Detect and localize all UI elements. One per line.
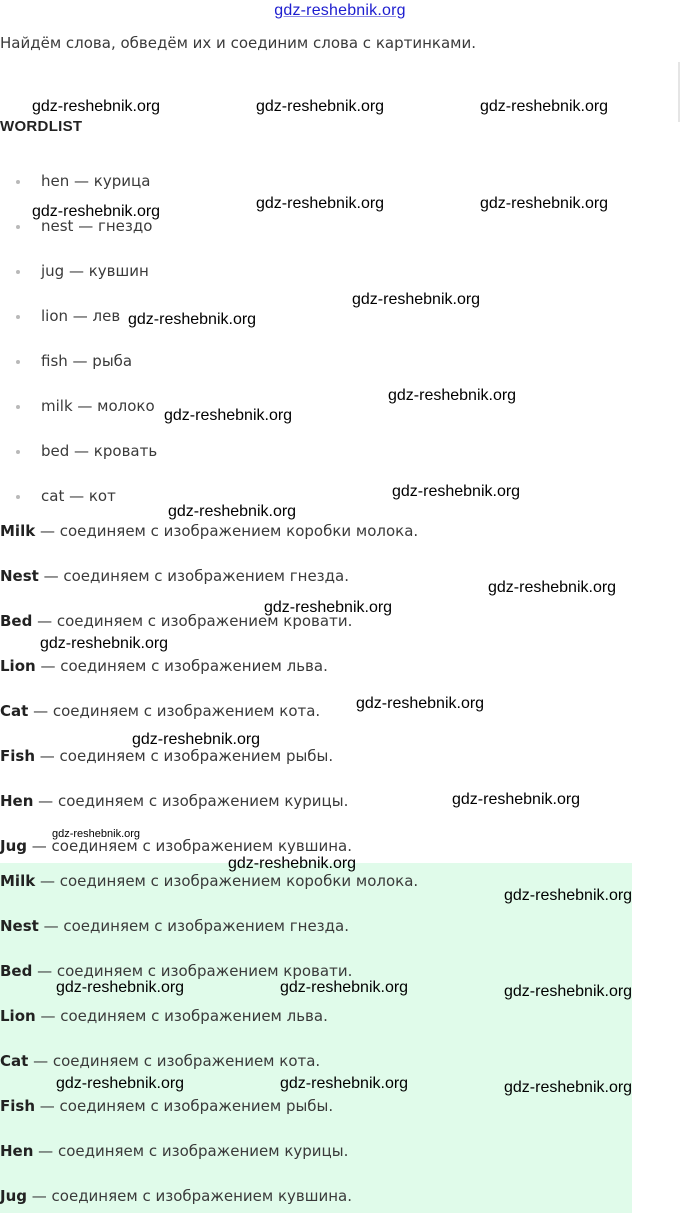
watermark-overlay: gdz-reshebnik.org bbox=[132, 731, 261, 748]
bullet-icon bbox=[16, 315, 20, 319]
wordlist-item bbox=[0, 352, 157, 397]
watermark-overlay: gdz-reshebnik.org bbox=[56, 979, 185, 996]
wordlist-item-text: nest — гнездо bbox=[41, 217, 153, 235]
wordlist-item-text: milk — молоко bbox=[41, 397, 155, 415]
watermark-overlay: gdz-reshebnik.org bbox=[504, 983, 633, 1000]
wordlist-item bbox=[0, 442, 157, 487]
answer-word: Fish bbox=[0, 1097, 35, 1115]
watermark-overlay: gdz-reshebnik.org bbox=[52, 828, 141, 840]
answer-word: Cat bbox=[0, 1052, 29, 1070]
wordlist-item bbox=[0, 217, 157, 262]
answer-word: Hen bbox=[0, 792, 34, 810]
wordlist-item-text: hen — курица bbox=[41, 172, 151, 190]
answer-text: — соединяем с изображением гнезда. bbox=[38, 567, 349, 585]
answer-item bbox=[0, 1187, 632, 1232]
answer-text: — соединяем с изображением рыбы. bbox=[35, 747, 334, 765]
answer-text: — соединяем с изображением кувшина. bbox=[27, 837, 352, 855]
answer-text: — соединяем с изображением льва. bbox=[35, 1007, 328, 1025]
watermark-overlay: gdz-reshebnik.org bbox=[256, 195, 385, 212]
bullet-icon bbox=[16, 270, 20, 274]
watermark-overlay: gdz-reshebnik.org bbox=[356, 695, 485, 712]
wordlist-heading: WORDLIST bbox=[0, 118, 83, 135]
watermark-overlay: gdz-reshebnik.org bbox=[32, 203, 161, 220]
bullet-icon bbox=[16, 405, 20, 409]
answer-text: — соединяем с изображением курицы. bbox=[33, 792, 349, 810]
answer-item bbox=[0, 522, 632, 567]
watermark-overlay: gdz-reshebnik.org bbox=[488, 579, 617, 596]
answer-item bbox=[0, 917, 632, 962]
answer-word: Jug bbox=[0, 837, 27, 855]
answer-word: Lion bbox=[0, 657, 36, 675]
answer-text: — соединяем с изображением кота. bbox=[28, 1052, 321, 1070]
answer-word: Nest bbox=[0, 567, 39, 585]
answer-word: Bed bbox=[0, 612, 33, 630]
site-watermark-header[interactable]: gdz-reshebnik.org bbox=[274, 2, 406, 19]
wordlist-item bbox=[0, 262, 157, 307]
bullet-icon bbox=[16, 360, 20, 364]
wordlist-item-text: jug — кувшин bbox=[41, 262, 149, 280]
watermark-overlay: gdz-reshebnik.org bbox=[128, 311, 257, 328]
answer-item bbox=[0, 1007, 632, 1052]
wordlist-item bbox=[0, 397, 157, 442]
answer-text: — соединяем с изображением коробки молока. bbox=[35, 522, 419, 540]
bullet-icon bbox=[16, 180, 20, 184]
bullet-icon bbox=[16, 450, 20, 454]
watermark-overlay: gdz-reshebnik.org bbox=[32, 98, 161, 115]
answer-word: Fish bbox=[0, 747, 35, 765]
answer-word: Milk bbox=[0, 872, 36, 890]
watermark-overlay: gdz-reshebnik.org bbox=[280, 1075, 409, 1092]
answer-word: Lion bbox=[0, 1007, 36, 1025]
answer-text: — соединяем с изображением рыбы. bbox=[35, 1097, 334, 1115]
watermark-overlay: gdz-reshebnik.org bbox=[164, 407, 293, 424]
bullet-icon bbox=[16, 225, 20, 229]
watermark-overlay: gdz-reshebnik.org bbox=[256, 98, 385, 115]
highlighted-answer-list bbox=[0, 863, 632, 1213]
answer-item bbox=[0, 1097, 632, 1142]
answer-text: — соединяем с изображением кровати. bbox=[32, 962, 353, 980]
watermark-overlay: gdz-reshebnik.org bbox=[264, 599, 393, 616]
bullet-icon bbox=[16, 495, 20, 499]
wordlist-item-text: lion — лев bbox=[41, 307, 121, 325]
answer-word: Hen bbox=[0, 1142, 34, 1160]
answer-text: — соединяем с изображением льва. bbox=[35, 657, 328, 675]
answer-text: — соединяем с изображением гнезда. bbox=[38, 917, 349, 935]
answer-text: — соединяем с изображением кувшина. bbox=[27, 1187, 352, 1205]
watermark-overlay: gdz-reshebnik.org bbox=[480, 195, 609, 212]
watermark-overlay: gdz-reshebnik.org bbox=[56, 1075, 185, 1092]
answer-item bbox=[0, 702, 632, 747]
answer-item bbox=[0, 1142, 632, 1187]
answer-text: — соединяем с изображением курицы. bbox=[33, 1142, 349, 1160]
answer-item bbox=[0, 747, 632, 792]
watermark-overlay: gdz-reshebnik.org bbox=[228, 855, 357, 872]
answer-word: Bed bbox=[0, 962, 33, 980]
wordlist bbox=[0, 172, 157, 532]
watermark-overlay: gdz-reshebnik.org bbox=[40, 635, 169, 652]
answer-text: — соединяем с изображением кота. bbox=[28, 702, 321, 720]
watermark-overlay: gdz-reshebnik.org bbox=[504, 887, 633, 904]
answer-word: Jug bbox=[0, 1187, 27, 1205]
answer-text: — соединяем с изображением кровати. bbox=[32, 612, 353, 630]
watermark-overlay: gdz-reshebnik.org bbox=[280, 979, 409, 996]
answer-word: Milk bbox=[0, 522, 36, 540]
wordlist-item-text: bed — кровать bbox=[41, 442, 158, 460]
watermark-overlay: gdz-reshebnik.org bbox=[452, 791, 581, 808]
watermark-overlay: gdz-reshebnik.org bbox=[480, 98, 609, 115]
watermark-overlay: gdz-reshebnik.org bbox=[168, 503, 297, 520]
wordlist-item-text: cat — кот bbox=[41, 487, 116, 505]
watermark-overlay: gdz-reshebnik.org bbox=[352, 291, 481, 308]
answer-word: Nest bbox=[0, 917, 39, 935]
answer-word: Cat bbox=[0, 702, 29, 720]
answer-item bbox=[0, 657, 632, 702]
watermark-overlay: gdz-reshebnik.org bbox=[504, 1079, 633, 1096]
task-instruction: Найдём слова, обведём их и соединим слова с картинками. bbox=[0, 34, 476, 52]
wordlist-item-text: fish — рыба bbox=[41, 352, 133, 370]
watermark-overlay: gdz-reshebnik.org bbox=[392, 483, 521, 500]
answer-text: — соединяем с изображением коробки молока. bbox=[35, 872, 419, 890]
watermark-overlay: gdz-reshebnik.org bbox=[388, 387, 517, 404]
